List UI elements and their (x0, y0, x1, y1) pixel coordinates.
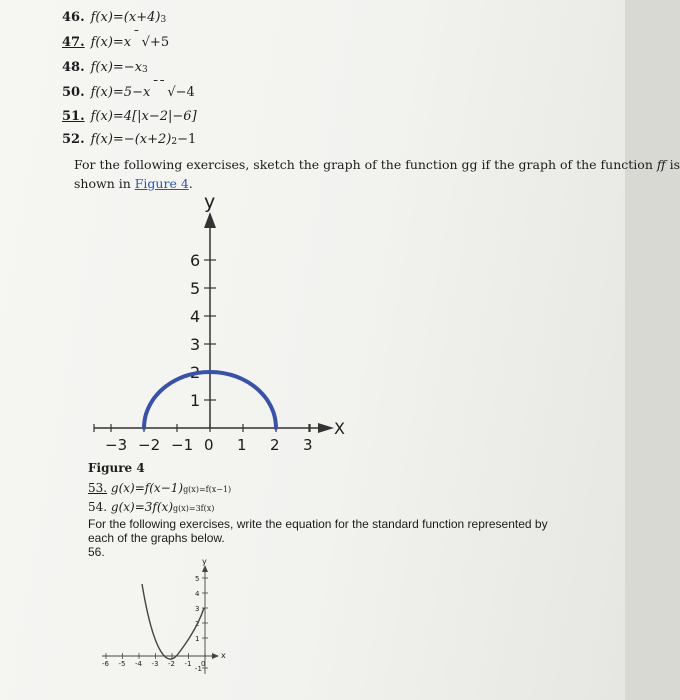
exercise-formula: g(x)=3f(x) (110, 500, 173, 514)
y-tick-label: 4 (195, 590, 200, 598)
y-tick-label: 5 (195, 575, 200, 583)
x-tick-label: 0 (201, 660, 206, 668)
exercise-number: 54. (88, 500, 108, 514)
y-axis-label: y (204, 191, 216, 213)
exercise-51[interactable] (62, 109, 197, 124)
x-tick-label: −2 (138, 436, 161, 454)
x-tick-label: -1 (184, 660, 192, 668)
exercise-formula: f(x)=(x+4) (90, 10, 161, 25)
exercise-formula-tail: −1 (177, 132, 197, 147)
instruction-paragraph-2 (88, 517, 548, 559)
instruction-text: For the following exercises, write the equation for the standard function represented by (88, 517, 548, 531)
exercise-formula: g(x)=f(x−1) (110, 481, 184, 495)
x-tick-label: -4 (135, 660, 142, 668)
y-axis-arrow (204, 212, 216, 228)
figure-4-caption: Figure 4 (88, 461, 145, 475)
exercise-formula: f(x)=5−x (90, 85, 151, 100)
exercise-50 (62, 79, 195, 100)
exercise-formula: f(x)=−(x+2) (90, 132, 172, 147)
exercise-link-number[interactable]: 47. (62, 35, 85, 50)
x-tick-group (102, 653, 205, 668)
exercise-46 (62, 10, 166, 25)
figure-4-link[interactable]: Figure 4 (134, 176, 189, 191)
x-tick-label: -5 (118, 660, 126, 668)
exercise-56-number: 56. (88, 545, 105, 559)
overbar: ¯¯ (152, 79, 166, 94)
y-tick-label: 1 (195, 635, 200, 643)
instruction-text: . (188, 176, 193, 191)
exercise-number: 52. (62, 132, 85, 147)
exercise-47[interactable] (62, 29, 170, 50)
instruction-text: each of the graphs below. (88, 531, 225, 545)
exercise-link-number[interactable]: 51. (62, 109, 85, 124)
y-axis-label: y (202, 557, 207, 566)
x-tick-label: −3 (105, 436, 128, 454)
x-tick-label: 0 (204, 436, 214, 454)
y-tick-group (190, 251, 216, 410)
exercise-formula: f(x)=−x (90, 60, 143, 75)
x-tick-label: 2 (270, 436, 280, 454)
y-tick-label: 2 (195, 620, 200, 628)
y-tick-label: -1 (195, 665, 202, 673)
x-tick-label: -6 (102, 660, 109, 668)
y-tick-label: 3 (190, 335, 201, 354)
exercise-number: 50. (62, 85, 85, 100)
exercise-53[interactable] (88, 481, 231, 495)
exercise-formula: f(x)=4[|x−2|−6] (90, 109, 197, 124)
instruction-text: is (665, 157, 680, 172)
y-tick-label: 5 (190, 279, 201, 298)
y-tick-label: 3 (195, 605, 200, 613)
exercise-formula-small: g(x)=3f(x) (173, 504, 215, 513)
exercise-number: 46. (62, 10, 85, 25)
exponent: 2 (171, 137, 178, 147)
x-tick-label: 3 (303, 436, 313, 454)
x-tick-label: -2 (168, 660, 175, 668)
x-tick-label: -3 (151, 660, 159, 668)
exercise-formula-small: g(x)=f(x−1) (183, 485, 232, 494)
exponent: 3 (160, 15, 167, 25)
exercise-48 (62, 60, 148, 75)
exercise-number: 48. (62, 60, 85, 75)
exponent: 3 (142, 65, 148, 75)
instruction-text: shown in (74, 176, 135, 191)
exercise-formula-tail: √−4 (167, 85, 195, 100)
y-axis-arrow (202, 565, 208, 572)
y-tick-label: 1 (190, 391, 201, 410)
x-axis-arrow (212, 653, 219, 659)
exercise-54 (88, 500, 214, 514)
exercise-formula: f(x)=x (90, 35, 132, 50)
x-tick-label: 1 (237, 436, 247, 454)
exercise-link-number[interactable]: 53. (88, 481, 108, 495)
x-axis-label: x (221, 651, 226, 660)
instruction-italic: ff (656, 157, 666, 172)
exercise-formula-tail: √+5 (141, 35, 170, 50)
x-axis-arrow (318, 423, 334, 433)
figure-4-graph (80, 188, 350, 473)
x-tick-label: −1 (171, 436, 194, 454)
exercise-52 (62, 132, 196, 147)
x-axis-label: X (334, 419, 345, 438)
y-tick-label: 4 (190, 307, 201, 326)
y-tick-label: 2 (190, 363, 201, 382)
overbar: ¯ (133, 29, 140, 44)
instruction-text: For the following exercises, sketch the graph of the function gg if the graph of the function (74, 157, 657, 172)
exercise-56-graph (96, 556, 236, 686)
y-tick-label: 6 (190, 251, 201, 270)
